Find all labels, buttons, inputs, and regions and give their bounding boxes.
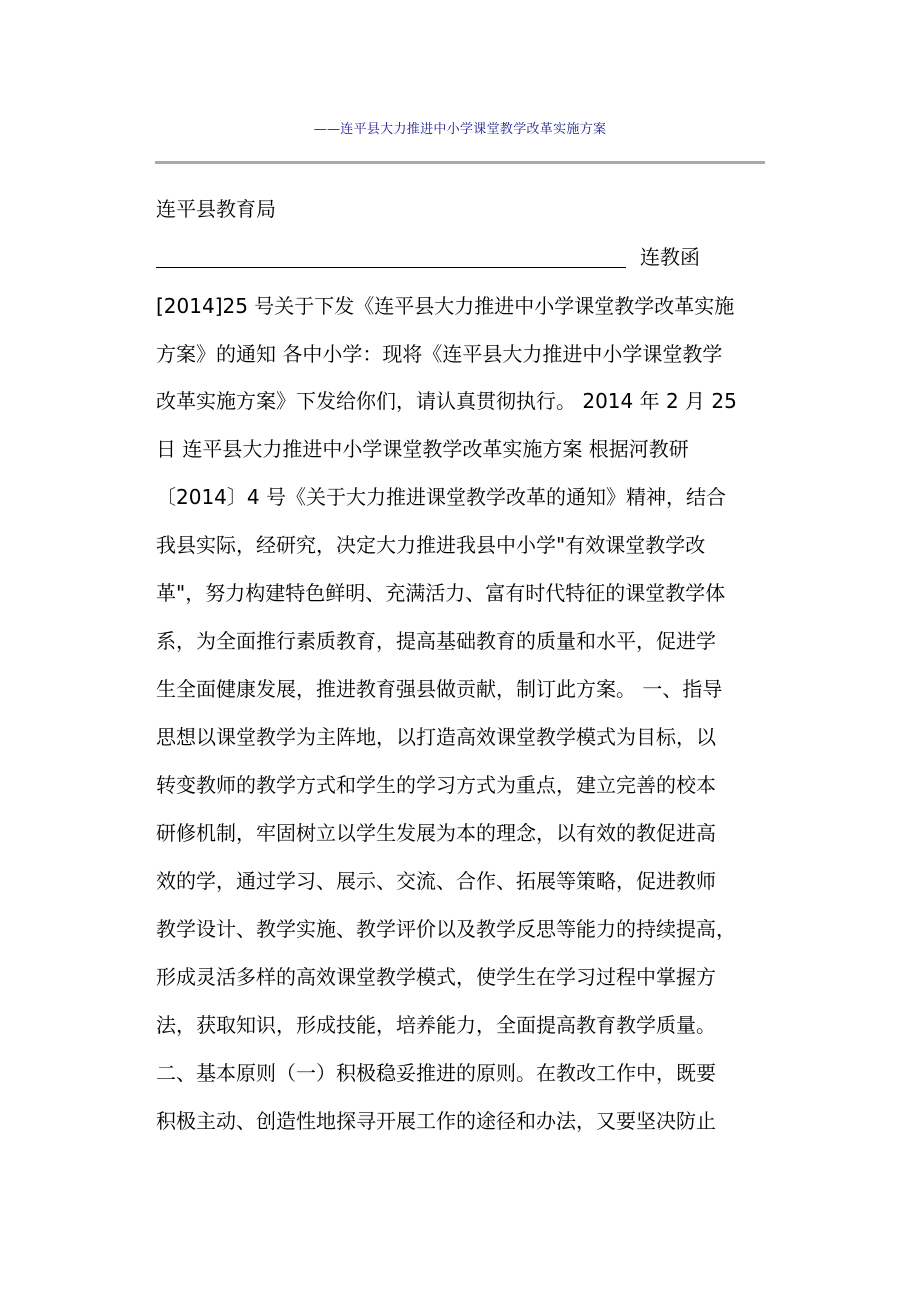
body-line: 研修机制，牢固树立以学生发展为本的理念，以有效的教促进高 xyxy=(156,821,716,845)
body-line: 二、基本原则（一）积极稳妥推进的原则。在教改工作中，既要 xyxy=(156,1061,716,1085)
body-line: 日 连平县大力推进中小学课堂教学改革实施方案 根据河教研 xyxy=(156,437,689,461)
header-title: ——连平县大力推进中小学课堂教学改革实施方案 xyxy=(313,122,607,137)
body-line: 转变教师的教学方式和学生的学习方式为重点，建立完善的校本 xyxy=(156,773,716,797)
body-line: 法，获取知识，形成技能，培养能力，全面提高教育教学质量。 xyxy=(156,1013,716,1037)
body-line: 方案》的通知 各中小学：现将《连平县大力推进中小学课堂教学 xyxy=(156,342,723,366)
body-line: 积极主动、创造性地探寻开展工作的途径和办法，又要坚决防止 xyxy=(156,1109,716,1133)
body-line: 思想以课堂教学为主阵地，以打造高效课堂教学模式为目标，以 xyxy=(156,725,716,749)
body-line: 形成灵活多样的高效课堂教学模式，使学生在学习过程中掌握方 xyxy=(156,965,716,989)
body-line: 效的学，通过学习、展示、交流、合作、拓展等策略，促进教师 xyxy=(156,869,716,893)
doc-code: 连教函 xyxy=(640,245,700,269)
body-line: [2014]25 号关于下发《连平县大力推进中小学课堂教学改革实施 xyxy=(156,294,735,318)
body-line: 我县实际，经研究，决定大力推进我县中小学"有效课堂教学改 xyxy=(156,533,706,557)
org-name: 连平县教育局 xyxy=(156,197,276,221)
body-line: 革"，努力构建特色鲜明、充满活力、富有时代特征的课堂教学体 xyxy=(156,581,726,605)
body-line: 生全面健康发展，推进教育强县做贡献，制订此方案。 一、指导 xyxy=(156,677,723,701)
body-line: 〔2014〕4 号《关于大力推进课堂教学改革的通知》精神，结合 xyxy=(156,485,726,509)
body-line: 改革实施方案》下发给你们，请认真贯彻执行。 2014 年 2 月 25 xyxy=(156,389,737,413)
body-line: 系，为全面推行素质教育，提高基础教育的质量和水平，促进学 xyxy=(156,629,716,653)
body-line: 教学设计、教学实施、教学评价以及教学反思等能力的持续提高， xyxy=(156,917,736,941)
